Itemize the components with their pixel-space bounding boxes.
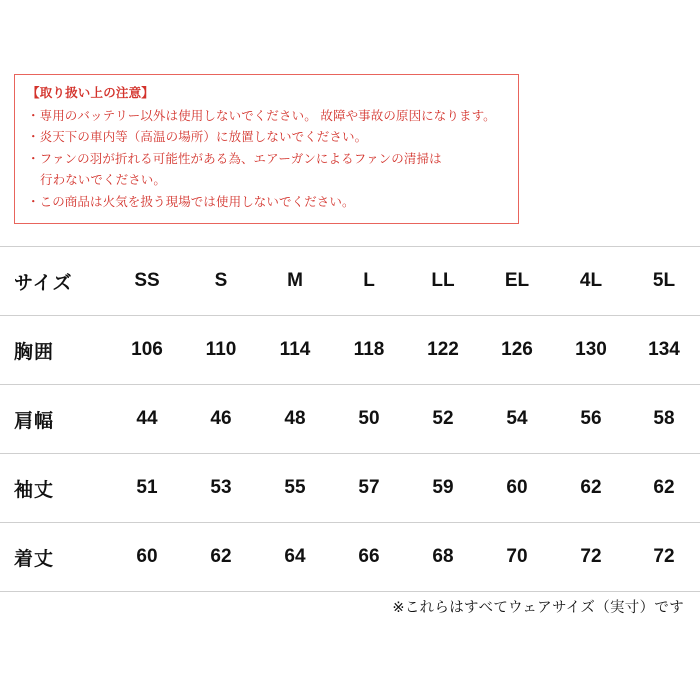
handling-precautions-line-5: ・この商品は火気を扱う現場では使用しないでください。 (27, 194, 355, 209)
cell-sleeve-ll: 59 (406, 454, 480, 523)
cell-shoulder-ll: 52 (406, 385, 480, 454)
cell-sleeve-ss: 51 (110, 454, 184, 523)
table-row (0, 385, 700, 454)
cell-sleeve-5l: 62 (628, 454, 700, 523)
cell-shoulder-el: 54 (480, 385, 554, 454)
row-label-chest: 胸囲 (0, 316, 110, 385)
cell-shoulder-m: 48 (258, 385, 332, 454)
handling-precautions-box (14, 74, 519, 224)
cell-shoulder-l: 50 (332, 385, 406, 454)
cell-length-ll: 68 (406, 523, 480, 592)
cell-sleeve-4l: 62 (554, 454, 628, 523)
cell-chest-ss: 106 (110, 316, 184, 385)
table-header-row (0, 247, 700, 316)
cell-shoulder-4l: 56 (554, 385, 628, 454)
table-row (0, 316, 700, 385)
cell-length-l: 66 (332, 523, 406, 592)
handling-precautions-line-3: ・ファンの羽が折れる可能性がある為、エアーガンによるファンの清掃は (27, 151, 442, 166)
cell-chest-el: 126 (480, 316, 554, 385)
table-header-s: S (184, 247, 258, 316)
handling-precautions-line-4: 行わないでください。 (40, 173, 167, 188)
cell-chest-m: 114 (258, 316, 332, 385)
table-header-4l: 4L (554, 247, 628, 316)
cell-sleeve-el: 60 (480, 454, 554, 523)
table-header-ll: LL (406, 247, 480, 316)
cell-chest-s: 110 (184, 316, 258, 385)
table-row (0, 523, 700, 592)
cell-chest-4l: 130 (554, 316, 628, 385)
table-header-size: サイズ (0, 247, 110, 316)
size-table (0, 246, 700, 592)
cell-chest-5l: 134 (628, 316, 700, 385)
table-header-ss: SS (110, 247, 184, 316)
size-footnote: ※これらはすべてウェアサイズ（実寸）です (392, 600, 684, 616)
cell-shoulder-ss: 44 (110, 385, 184, 454)
table-header-l: L (332, 247, 406, 316)
handling-precautions-line-2: ・炎天下の車内等（高温の場所）に放置しないでください。 (27, 130, 368, 145)
handling-precautions-title: 【取り扱い上の注意】 (27, 86, 155, 100)
cell-sleeve-s: 53 (184, 454, 258, 523)
table-row (0, 454, 700, 523)
cell-length-m: 64 (258, 523, 332, 592)
table-header-5l: 5L (628, 247, 700, 316)
cell-sleeve-m: 55 (258, 454, 332, 523)
cell-chest-l: 118 (332, 316, 406, 385)
row-label-shoulder: 肩幅 (0, 385, 110, 454)
row-label-length: 着丈 (0, 523, 110, 592)
cell-shoulder-5l: 58 (628, 385, 700, 454)
table-header-el: EL (480, 247, 554, 316)
handling-precautions-line-1: ・専用のバッテリー以外は使用しないでください。 故障や事故の原因になります。 (27, 108, 496, 123)
cell-length-4l: 72 (554, 523, 628, 592)
cell-shoulder-s: 46 (184, 385, 258, 454)
cell-length-s: 62 (184, 523, 258, 592)
cell-length-ss: 60 (110, 523, 184, 592)
cell-length-el: 70 (480, 523, 554, 592)
cell-length-5l: 72 (628, 523, 700, 592)
cell-chest-ll: 122 (406, 316, 480, 385)
row-label-sleeve: 袖丈 (0, 454, 110, 523)
cell-sleeve-l: 57 (332, 454, 406, 523)
table-header-m: M (258, 247, 332, 316)
